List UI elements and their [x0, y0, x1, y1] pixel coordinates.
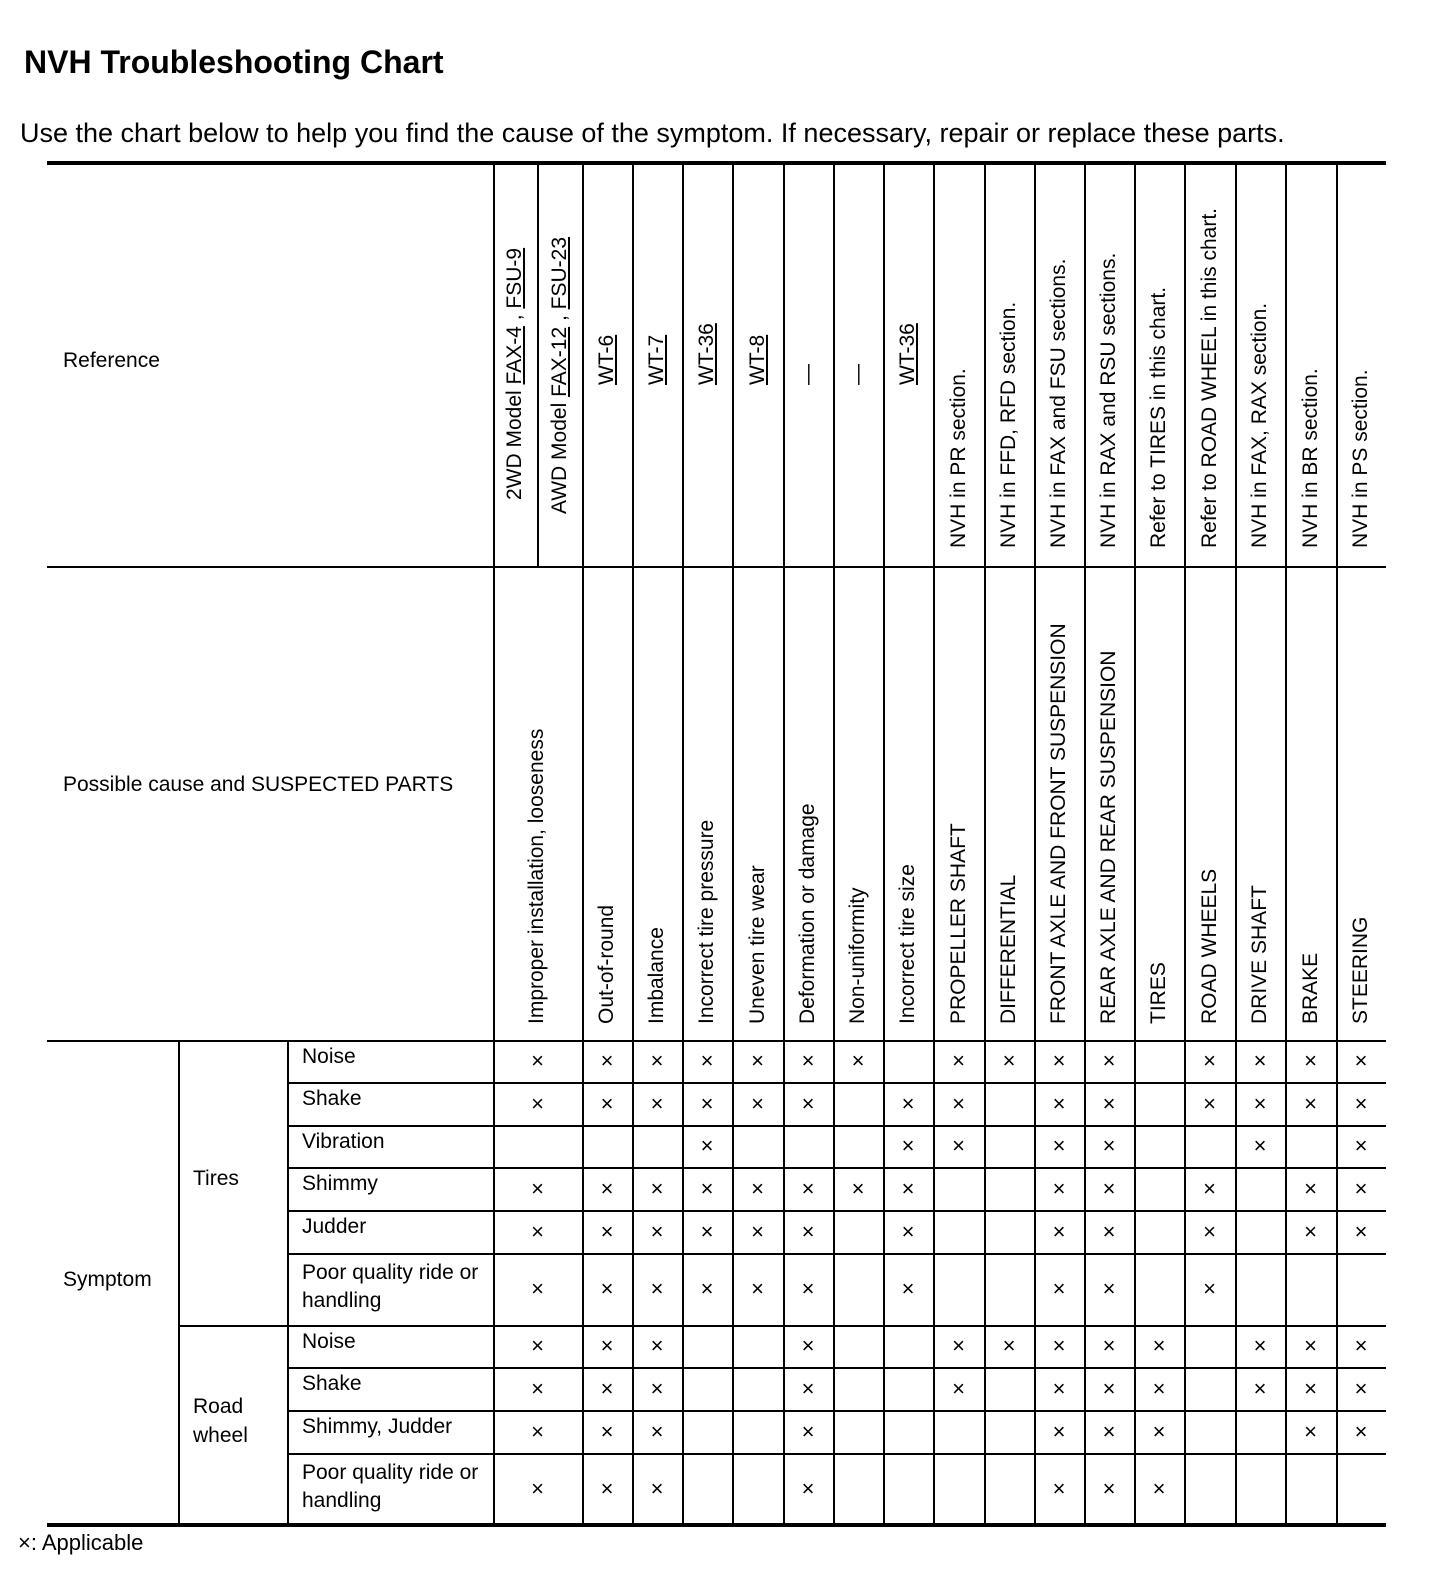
applicable-mark: ×	[1304, 1375, 1317, 1401]
road-wheel-group-label: Road wheel	[193, 1395, 248, 1447]
applicable-mark: ×	[600, 1048, 614, 1073]
reference-model-2wd: 2WD Model FAX-4 , FSU-9	[503, 247, 526, 500]
applicable-mark: ×	[600, 1276, 614, 1301]
applicable-mark: ×	[1253, 1090, 1267, 1116]
applicable-mark: ×	[1354, 1048, 1368, 1073]
applicable-mark: ×	[1354, 1418, 1368, 1444]
applicable-mark: ×	[1253, 1333, 1267, 1358]
applicable-mark: ×	[1052, 1375, 1066, 1401]
applicable-mark: ×	[650, 1418, 664, 1444]
applicable-mark: ×	[531, 1375, 544, 1401]
applicable-mark: ×	[1102, 1418, 1116, 1444]
applicable-mark: ×	[650, 1276, 664, 1301]
intro-text: Use the chart below to help you find the cause of the symptom. If necessary, repair or replace these parts.	[20, 118, 1285, 148]
possible-cause-label: Possible cause and SUSPECTED PARTS	[63, 773, 454, 796]
col-divider	[1084, 162, 1086, 1524]
reference-col-3: WT-7	[645, 334, 668, 385]
col-divider	[984, 162, 986, 1524]
applicable-mark: ×	[801, 1175, 815, 1201]
reference-col-13: Refer to TIRES in this chart.	[1147, 286, 1170, 548]
applicable-mark: ×	[1102, 1090, 1116, 1116]
col-divider	[1184, 162, 1186, 1524]
symptom-tires-4: Shimmy	[302, 1172, 378, 1195]
col-divider	[1336, 162, 1338, 1524]
applicable-mark: ×	[650, 1175, 664, 1201]
applicable-mark: ×	[1102, 1218, 1116, 1244]
applicable-mark: ×	[1203, 1175, 1216, 1201]
applicable-mark: ×	[751, 1175, 764, 1201]
applicable-mark: ×	[751, 1276, 764, 1301]
symptom-road_wheel-10: Poor quality ride or handling	[302, 1461, 479, 1512]
applicable-mark: ×	[1102, 1375, 1116, 1401]
symptom-tires-5: Judder	[302, 1215, 367, 1238]
applicable-mark: ×	[531, 1475, 544, 1501]
applicable-mark: ×	[801, 1090, 815, 1116]
applicable-mark: ×	[1304, 1333, 1317, 1358]
applicable-mark: ×	[1304, 1418, 1317, 1444]
reference-col-7: —	[846, 364, 869, 385]
applicable-mark: ×	[1002, 1048, 1016, 1073]
applicable-mark: ×	[1253, 1133, 1267, 1158]
row-divider	[287, 1453, 1386, 1455]
applicable-mark: ×	[1203, 1276, 1216, 1301]
symptom-road_wheel-9: Shimmy, Judder	[302, 1415, 453, 1438]
applicable-mark: ×	[1354, 1218, 1368, 1244]
applicable-mark: ×	[1304, 1090, 1317, 1116]
col-divider	[732, 162, 734, 1524]
applicable-mark: ×	[600, 1090, 614, 1116]
applicable-mark: ×	[901, 1218, 915, 1244]
symptom-tires-1: Noise	[302, 1045, 356, 1068]
applicable-mark: ×	[600, 1333, 614, 1358]
applicable-mark: ×	[650, 1375, 664, 1401]
applicable-mark: ×	[1304, 1218, 1317, 1244]
applicable-mark: ×	[531, 1218, 544, 1244]
reference-col-9: NVH in PR section.	[946, 368, 970, 548]
applicable-mark: ×	[650, 1218, 664, 1244]
col-divider	[1034, 162, 1036, 1524]
col-divider	[582, 162, 584, 1524]
cause-col-6: Deformation or damage	[796, 803, 819, 1024]
applicable-mark: ×	[600, 1418, 614, 1444]
applicable-mark: ×	[600, 1375, 614, 1401]
reference-col-14: Refer to ROAD WHEEL in this chart.	[1197, 208, 1221, 548]
col-divider	[1235, 162, 1237, 1524]
cause-col-4: Incorrect tire pressure	[695, 819, 718, 1024]
applicable-mark: ×	[700, 1276, 714, 1301]
applicable-mark: ×	[531, 1090, 544, 1116]
applicable-mark: ×	[1052, 1175, 1066, 1201]
applicable-mark: ×	[801, 1048, 815, 1073]
reference-col-6: —	[796, 364, 819, 385]
symptom-tires-3: Vibration	[302, 1130, 385, 1153]
applicable-mark: ×	[1052, 1333, 1066, 1358]
reference-col-11: NVH in FAX and FSU sections.	[1047, 258, 1070, 548]
applicable-mark: ×	[531, 1175, 544, 1201]
page-title: NVH Troubleshooting Chart	[24, 44, 444, 80]
applicable-mark: ×	[1354, 1333, 1368, 1358]
applicable-mark: ×	[1152, 1333, 1166, 1358]
row-divider	[287, 1253, 1386, 1255]
cause-col-17: STEERING	[1349, 916, 1372, 1024]
applicable-mark: ×	[1304, 1048, 1317, 1073]
cause-col-15: DRIVE SHAFT	[1248, 885, 1271, 1024]
applicable-mark: ×	[1052, 1475, 1066, 1501]
applicable-mark: ×	[600, 1175, 614, 1201]
reference-col-16: NVH in BR section.	[1298, 368, 1322, 548]
cause-col-16: BRAKE	[1298, 952, 1322, 1024]
applicable-mark: ×	[531, 1333, 544, 1358]
applicable-mark: ×	[1052, 1276, 1066, 1301]
cause-col-13: TIRES	[1147, 962, 1170, 1024]
reference-col-17: NVH in PS section.	[1349, 369, 1372, 548]
applicable-mark: ×	[901, 1133, 915, 1158]
applicable-mark: ×	[801, 1475, 815, 1501]
applicable-mark: ×	[700, 1218, 714, 1244]
applicable-mark: ×	[1102, 1333, 1116, 1358]
col-divider	[1134, 162, 1136, 1524]
applicable-mark: ×	[1203, 1218, 1216, 1244]
reference-col-2: WT-6	[595, 334, 618, 385]
cause-col-5: Uneven tire wear	[745, 865, 769, 1024]
applicable-mark: ×	[531, 1418, 544, 1444]
legend-note: ×: Applicable	[18, 1530, 144, 1555]
col-divider	[632, 162, 634, 1524]
applicable-mark: ×	[1102, 1475, 1116, 1501]
reference-col-12: NVH in RAX and RSU sections.	[1097, 252, 1120, 548]
applicable-mark: ×	[751, 1090, 764, 1116]
reference-col-10: NVH in FFD, RFD section.	[997, 301, 1020, 548]
applicable-mark: ×	[1253, 1375, 1267, 1401]
applicable-mark: ×	[901, 1276, 915, 1301]
applicable-mark: ×	[801, 1418, 815, 1444]
applicable-mark: ×	[1052, 1418, 1066, 1444]
tires-group-label: Tires	[193, 1167, 239, 1190]
applicable-mark: ×	[1253, 1048, 1267, 1073]
applicable-mark: ×	[1052, 1090, 1066, 1116]
cause-col-10: DIFFERENTIAL	[997, 874, 1020, 1024]
col-divider	[682, 162, 684, 1524]
col-divider	[933, 162, 935, 1524]
applicable-mark: ×	[650, 1475, 664, 1501]
cause-col-12: REAR AXLE AND REAR SUSPENSION	[1097, 650, 1120, 1024]
applicable-mark: ×	[952, 1048, 965, 1073]
col-divider	[493, 162, 495, 1524]
cause-col-8: Incorrect tire size	[896, 864, 919, 1024]
col-divider	[1285, 162, 1287, 1524]
applicable-mark: ×	[801, 1375, 815, 1401]
cause-col-11: FRONT AXLE AND FRONT SUSPENSION	[1047, 623, 1070, 1024]
reference-col-5: WT-8	[745, 334, 769, 385]
applicable-mark: ×	[952, 1333, 965, 1358]
applicable-mark: ×	[650, 1048, 664, 1073]
applicable-mark: ×	[801, 1218, 815, 1244]
cause-col-3: Imbalance	[645, 927, 668, 1024]
applicable-mark: ×	[650, 1333, 664, 1358]
reference-label: Reference	[63, 349, 160, 372]
cause-col-14: ROAD WHEELS	[1197, 868, 1221, 1024]
applicable-mark: ×	[952, 1133, 965, 1158]
reference-model-awd: AWD Model FAX-12 , FSU-23	[547, 236, 571, 514]
applicable-mark: ×	[1152, 1418, 1166, 1444]
col-divider	[783, 162, 785, 1524]
applicable-mark: ×	[600, 1218, 614, 1244]
applicable-mark: ×	[801, 1333, 815, 1358]
applicable-mark: ×	[1152, 1375, 1166, 1401]
reference-col-4: WT-36	[695, 323, 718, 385]
applicable-mark: ×	[1102, 1133, 1116, 1158]
applicable-mark: ×	[1152, 1475, 1166, 1501]
applicable-mark: ×	[952, 1375, 965, 1401]
applicable-mark: ×	[1052, 1218, 1066, 1244]
symptom-tires-6: Poor quality ride or handling	[302, 1261, 479, 1312]
applicable-mark: ×	[801, 1276, 815, 1301]
col-divider	[833, 162, 835, 1524]
cause-col-1: Improper installation, looseness	[525, 728, 548, 1024]
applicable-mark: ×	[700, 1090, 714, 1116]
applicable-mark: ×	[952, 1090, 965, 1116]
applicable-mark: ×	[650, 1090, 664, 1116]
applicable-mark: ×	[531, 1276, 544, 1301]
symptom-road_wheel-8: Shake	[302, 1372, 362, 1395]
applicable-mark: ×	[751, 1218, 764, 1244]
cause-col-2: Out-of-round	[595, 904, 618, 1024]
col-divider	[883, 162, 885, 1524]
symptom-tires-2: Shake	[302, 1087, 362, 1110]
applicable-mark: ×	[751, 1048, 764, 1073]
applicable-mark: ×	[700, 1133, 714, 1158]
applicable-mark: ×	[700, 1175, 714, 1201]
applicable-mark: ×	[1002, 1333, 1016, 1358]
applicable-mark: ×	[1203, 1090, 1216, 1116]
applicable-mark: ×	[1354, 1375, 1368, 1401]
applicable-mark: ×	[1304, 1175, 1317, 1201]
applicable-mark: ×	[1354, 1133, 1368, 1158]
applicable-mark: ×	[901, 1175, 915, 1201]
applicable-mark: ×	[1354, 1090, 1368, 1116]
reference-col-15: NVH in FAX, RAX section.	[1248, 302, 1271, 548]
applicable-mark: ×	[1052, 1048, 1066, 1073]
reference-col-8: WT-36	[896, 323, 919, 385]
applicable-mark: ×	[1102, 1276, 1116, 1301]
applicable-mark: ×	[1052, 1133, 1066, 1158]
applicable-mark: ×	[1102, 1048, 1116, 1073]
applicable-mark: ×	[600, 1475, 614, 1501]
applicable-mark: ×	[531, 1048, 544, 1073]
applicable-mark: ×	[1354, 1175, 1368, 1201]
symptom-road_wheel-7: Noise	[302, 1330, 356, 1353]
symptom-divider	[287, 1040, 289, 1524]
col-divider	[537, 162, 539, 566]
applicable-mark: ×	[1102, 1175, 1116, 1201]
applicable-mark: ×	[851, 1048, 865, 1073]
applicable-mark: ×	[851, 1175, 865, 1201]
cause-col-9: PROPELLER SHAFT	[946, 823, 970, 1024]
applicable-mark: ×	[901, 1090, 915, 1116]
cause-col-7: Non-uniformity	[846, 887, 869, 1024]
symptom-label: Symptom	[63, 1268, 152, 1291]
group-divider	[178, 1040, 180, 1524]
applicable-mark: ×	[1203, 1048, 1216, 1073]
applicable-mark: ×	[700, 1048, 714, 1073]
